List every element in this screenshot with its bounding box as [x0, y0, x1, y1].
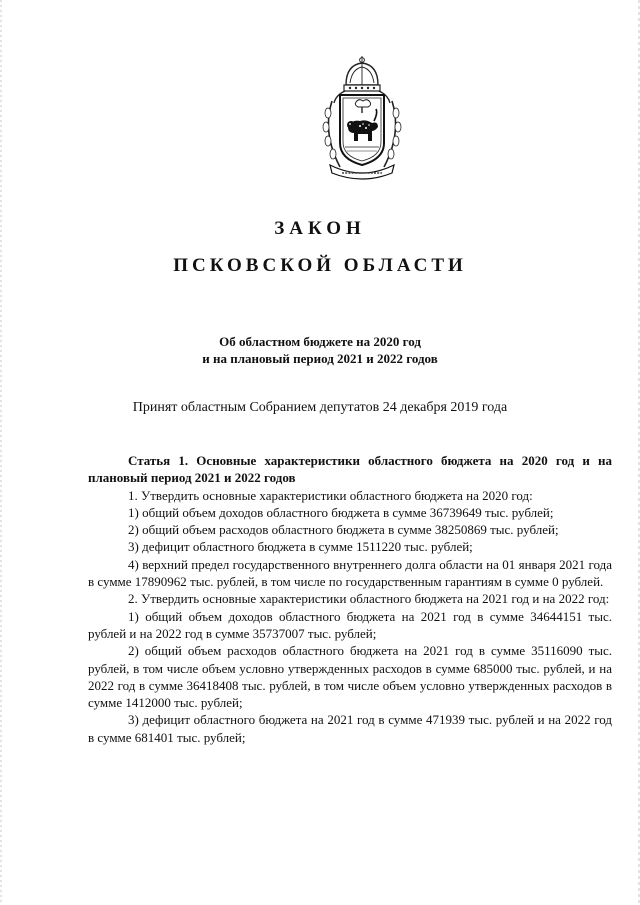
list-item: 2) общий объем расходов областного бюджета в сумме 38250869 тыс. рублей;	[128, 522, 559, 538]
list-item: 3) дефицит областного бюджета на 2021 год в сумме 471939 тыс. рублей и на 2022 год в сумме 681401 тыс. рублей;	[88, 712, 612, 745]
list-item: 2) общий объем расходов областного бюджета на 2021 год в сумме 35116090 тыс. рублей, в том числе объем условно утвержденных расходов в сумме 685000 тыс. рублей, и на 2022 год в сумме 36418408 тыс. рублей, в том числе объем условно утвержденных расходов в сумме 1412000 тыс. рублей;	[88, 643, 612, 711]
document-name-line-1: Об областном бюджете на 2020 год	[219, 334, 421, 349]
article-1-part-1: 1. Утвердить основные характеристики областного бюджета на 2020 год:	[128, 487, 533, 503]
document-name	[0, 333, 640, 367]
list-item: 1) общий объем доходов областного бюджета на 2021 год в сумме 34644151 тыс. рублей и на 2022 год в сумме 35737007 тыс. рублей;	[88, 608, 612, 641]
law-title: ЗАКОН	[274, 218, 366, 239]
adoption-note: Принят областным Собранием депутатов 24 декабря 2019 года	[132, 400, 508, 415]
pskov-coat-of-arms-icon	[312, 55, 412, 183]
list-item: 4) верхний предел государственного внутреннего долга области на 01 января 2021 года в сумме 17890962 тыс. рублей, в том числе по государственным гарантиям в сумме 0 рублей.	[88, 556, 612, 590]
article-1-part-2: 2. Утвердить основные характеристики областного бюджета на 2021 год и на 2022 год:	[128, 591, 610, 607]
document-name-line-2: и на плановый период 2021 и 2022 годов	[202, 351, 438, 366]
list-item: 1) общий объем доходов областного бюджета в сумме 36739649 тыс. рублей;	[128, 504, 554, 520]
article-1-heading: Статья 1. Основные характеристики областного бюджета на 2020 год и на плановый период 2021 и 2022 годов	[88, 453, 612, 486]
article-1	[88, 452, 612, 746]
scan-edge-left	[0, 0, 2, 905]
law-region: ПСКОВСКОЙ ОБЛАСТИ	[173, 255, 467, 276]
list-item: 3) дефицит областного бюджета в сумме 1511220 тыс. рублей;	[128, 539, 473, 555]
